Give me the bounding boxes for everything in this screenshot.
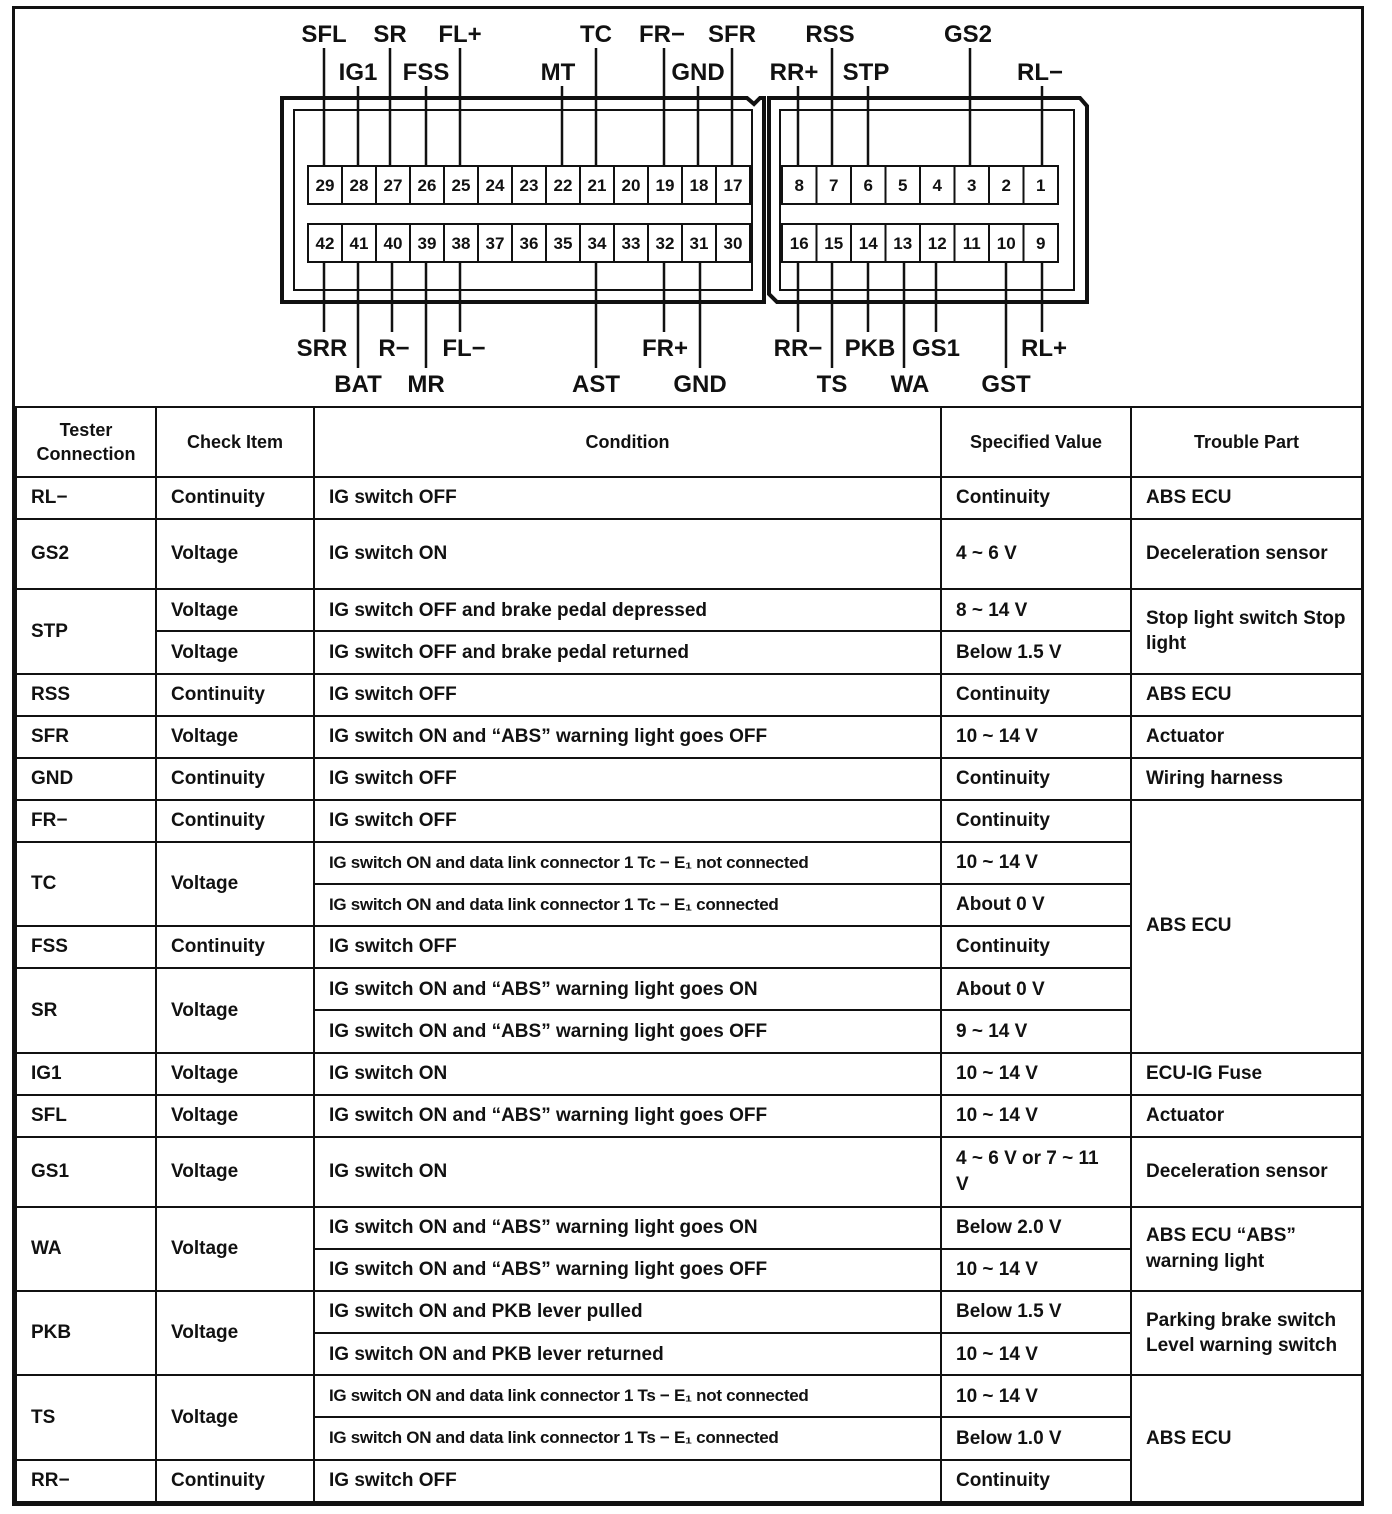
- cell-condition: IG switch ON and “ABS” warning light goes OFF: [314, 1249, 941, 1291]
- pin-42: 42: [315, 234, 335, 253]
- cell-check: Voltage: [156, 519, 314, 589]
- header-specified-value: Specified Value: [941, 407, 1131, 477]
- cell-condition: IG switch ON and data link connector 1 Tc − E₁ not connected: [314, 842, 941, 884]
- label-MT: MT: [540, 59, 576, 86]
- pin-27: 27: [383, 176, 403, 195]
- pin-31: 31: [689, 234, 709, 253]
- cell-check: Voltage: [156, 1375, 314, 1459]
- table-row: [16, 716, 1362, 758]
- pin-5: 5: [898, 176, 908, 195]
- pin-37: 37: [485, 234, 505, 253]
- cell-check: Voltage: [156, 1095, 314, 1137]
- table-row: [16, 1137, 1362, 1207]
- cell-condition: IG switch ON: [314, 1137, 941, 1207]
- cell-check: Continuity: [156, 800, 314, 842]
- cell-check: Voltage: [156, 716, 314, 758]
- cell-check: Voltage: [156, 631, 314, 673]
- table-row: [16, 1291, 1362, 1333]
- cell-tester: GS2: [16, 519, 156, 589]
- table-row: [16, 1207, 1362, 1249]
- label-SFL: SFL: [301, 21, 347, 48]
- header-check-item: Check Item: [156, 407, 314, 477]
- label-FL-plus: FL+: [438, 21, 482, 48]
- cell-tester: SR: [16, 968, 156, 1052]
- cell-trouble: ABS ECU: [1131, 800, 1362, 1053]
- cell-tester: RR−: [16, 1460, 156, 1502]
- cell-value: Continuity: [941, 1460, 1131, 1502]
- cell-value: Below 2.0 V: [941, 1207, 1131, 1249]
- pin-36: 36: [519, 234, 539, 253]
- cell-condition: IG switch OFF and brake pedal depressed: [314, 589, 941, 631]
- cell-value: Below 1.0 V: [941, 1417, 1131, 1459]
- cell-tester: FSS: [16, 926, 156, 968]
- pin-10: 10: [996, 234, 1016, 253]
- label-PKB: PKB: [844, 335, 896, 362]
- cell-check: Voltage: [156, 1137, 314, 1207]
- label-FSS: FSS: [402, 59, 450, 86]
- cell-trouble: Stop light switch Stop light: [1131, 589, 1362, 673]
- cell-tester: GS1: [16, 1137, 156, 1207]
- pin-39: 39: [417, 234, 437, 253]
- label-GST: GST: [981, 371, 1031, 398]
- cell-value: Continuity: [941, 800, 1131, 842]
- cell-value: 9 ~ 14 V: [941, 1010, 1131, 1052]
- cell-trouble: Parking brake switch Level warning switch: [1131, 1291, 1362, 1375]
- label-GND-bottom: GND: [673, 371, 727, 398]
- label-SFR: SFR: [708, 21, 756, 48]
- cell-condition: IG switch ON and data link connector 1 Ts − E₁ connected: [314, 1417, 941, 1459]
- cell-check: Voltage: [156, 1053, 314, 1095]
- pin-40: 40: [383, 234, 403, 253]
- label-GS1: GS1: [911, 335, 961, 362]
- cell-value: 4 ~ 6 V: [941, 519, 1131, 589]
- cell-value: 10 ~ 14 V: [941, 1333, 1131, 1375]
- cell-tester: RL−: [16, 477, 156, 519]
- cell-value: 10 ~ 14 V: [941, 1095, 1131, 1137]
- pin-19: 19: [655, 176, 675, 195]
- cell-trouble: Deceleration sensor: [1131, 1137, 1362, 1207]
- cell-value: About 0 V: [941, 968, 1131, 1010]
- cell-value: Continuity: [941, 926, 1131, 968]
- label-FR-minus: FR−: [638, 21, 686, 48]
- table-row: [16, 1053, 1362, 1095]
- cell-value: 10 ~ 14 V: [941, 842, 1131, 884]
- cell-tester: TC: [16, 842, 156, 926]
- pin-29: 29: [315, 176, 335, 195]
- pin-22: 22: [553, 176, 573, 195]
- cell-value: 10 ~ 14 V: [941, 1375, 1131, 1417]
- cell-condition: IG switch ON and “ABS” warning light goes OFF: [314, 1095, 941, 1137]
- pin-2: 2: [1001, 176, 1011, 195]
- cell-condition: IG switch OFF: [314, 800, 941, 842]
- cell-tester: IG1: [16, 1053, 156, 1095]
- pin-6: 6: [863, 176, 873, 195]
- cell-condition: IG switch ON and “ABS” warning light goes ON: [314, 1207, 941, 1249]
- cell-value: Continuity: [941, 674, 1131, 716]
- pin-15: 15: [824, 234, 844, 253]
- pin-grid: [308, 166, 1058, 262]
- inspection-table: [15, 406, 1363, 1503]
- cell-check: Continuity: [156, 1460, 314, 1502]
- cell-value: 10 ~ 14 V: [941, 716, 1131, 758]
- cell-condition: IG switch ON and “ABS” warning light goes OFF: [314, 716, 941, 758]
- table-row: [16, 800, 1362, 842]
- label-RL-plus: RL+: [1020, 335, 1068, 362]
- cell-value: Continuity: [941, 477, 1131, 519]
- cell-tester: SFR: [16, 716, 156, 758]
- cell-value: Below 1.5 V: [941, 1291, 1131, 1333]
- label-R-minus: R−: [378, 335, 410, 362]
- pin-21: 21: [587, 176, 607, 195]
- table-row: [16, 589, 1362, 631]
- cell-tester: GND: [16, 758, 156, 800]
- cell-tester: SFL: [16, 1095, 156, 1137]
- pin-34: 34: [587, 234, 607, 253]
- table-header-row: [16, 407, 1362, 477]
- table-row: [16, 1375, 1362, 1417]
- label-GND-top: GND: [671, 59, 725, 86]
- label-TC: TC: [580, 21, 612, 48]
- cell-condition: IG switch ON and data link connector 1 Tc − E₁ connected: [314, 884, 941, 926]
- pin-18: 18: [689, 176, 709, 195]
- pin-9: 9: [1036, 234, 1046, 253]
- cell-condition: IG switch OFF and brake pedal returned: [314, 631, 941, 673]
- pin-41: 41: [349, 234, 369, 253]
- table-row: [16, 477, 1362, 519]
- cell-trouble: ECU-IG Fuse: [1131, 1053, 1362, 1095]
- cell-tester: WA: [16, 1207, 156, 1291]
- cell-condition: IG switch OFF: [314, 1460, 941, 1502]
- pin-1: 1: [1036, 176, 1046, 195]
- label-GS2: GS2: [943, 21, 993, 48]
- cell-check: Voltage: [156, 1207, 314, 1291]
- label-FL-minus: FL−: [442, 335, 486, 362]
- label-RSS: RSS: [805, 21, 855, 48]
- cell-condition: IG switch OFF: [314, 758, 941, 800]
- table-row: [16, 1095, 1362, 1137]
- cell-trouble: Deceleration sensor: [1131, 519, 1362, 589]
- cell-condition: IG switch OFF: [314, 674, 941, 716]
- pin-26: 26: [417, 176, 437, 195]
- header-condition: Condition: [314, 407, 941, 477]
- label-SR: SR: [373, 21, 407, 48]
- cell-condition: IG switch ON and data link connector 1 Ts − E₁ not connected: [314, 1375, 941, 1417]
- label-AST: AST: [572, 371, 620, 398]
- cell-value: 4 ~ 6 V or 7 ~ 11 V: [941, 1137, 1131, 1207]
- cell-value: About 0 V: [941, 884, 1131, 926]
- cell-trouble: ABS ECU: [1131, 477, 1362, 519]
- cell-tester: FR−: [16, 800, 156, 842]
- header-trouble-part: Trouble Part: [1131, 407, 1362, 477]
- pin-8: 8: [794, 176, 804, 195]
- cell-condition: IG switch ON and PKB lever returned: [314, 1333, 941, 1375]
- label-RR-minus: RR−: [773, 335, 823, 362]
- connector-diagram: [12, 6, 1362, 406]
- pin-30: 30: [723, 234, 743, 253]
- cell-tester: PKB: [16, 1291, 156, 1375]
- table-row: [16, 758, 1362, 800]
- cell-value: Continuity: [941, 758, 1131, 800]
- cell-check: Voltage: [156, 1291, 314, 1375]
- pin-14: 14: [858, 234, 878, 253]
- label-RL-minus: RL−: [1016, 59, 1064, 86]
- cell-check: Continuity: [156, 674, 314, 716]
- cell-trouble: ABS ECU: [1131, 1375, 1362, 1502]
- label-BAT: BAT: [334, 371, 382, 398]
- cell-tester: TS: [16, 1375, 156, 1459]
- cell-trouble: ABS ECU “ABS” warning light: [1131, 1207, 1362, 1291]
- label-FR-plus: FR+: [641, 335, 689, 362]
- cell-check: Voltage: [156, 589, 314, 631]
- label-RR-plus: RR+: [769, 59, 819, 86]
- pin-13: 13: [893, 234, 913, 253]
- cell-trouble: Wiring harness: [1131, 758, 1362, 800]
- pin-16: 16: [789, 234, 809, 253]
- cell-condition: IG switch ON and “ABS” warning light goes OFF: [314, 1010, 941, 1052]
- cell-check: Voltage: [156, 842, 314, 926]
- label-TS: TS: [816, 371, 848, 398]
- table-row: [16, 674, 1362, 716]
- label-SRR: SRR: [296, 335, 348, 362]
- pin-35: 35: [553, 234, 573, 253]
- cell-condition: IG switch ON: [314, 519, 941, 589]
- cell-condition: IG switch ON and “ABS” warning light goes ON: [314, 968, 941, 1010]
- cell-condition: IG switch OFF: [314, 926, 941, 968]
- cell-condition: IG switch OFF: [314, 477, 941, 519]
- header-tester-connection: Tester Connection: [16, 407, 156, 477]
- pin-17: 17: [723, 176, 743, 195]
- cell-condition: IG switch ON and PKB lever pulled: [314, 1291, 941, 1333]
- pin-4: 4: [932, 176, 942, 195]
- label-MR: MR: [407, 371, 445, 398]
- cell-value: 10 ~ 14 V: [941, 1053, 1131, 1095]
- pin-25: 25: [451, 176, 471, 195]
- cell-trouble: ABS ECU: [1131, 674, 1362, 716]
- label-WA: WA: [890, 371, 930, 398]
- pin-32: 32: [655, 234, 675, 253]
- cell-check: Continuity: [156, 926, 314, 968]
- pin-3: 3: [967, 176, 977, 195]
- pin-12: 12: [927, 234, 947, 253]
- pin-24: 24: [485, 176, 505, 195]
- table-row: [16, 519, 1362, 589]
- cell-value: 8 ~ 14 V: [941, 589, 1131, 631]
- cell-value: 10 ~ 14 V: [941, 1249, 1131, 1291]
- cell-check: Voltage: [156, 968, 314, 1052]
- pin-23: 23: [519, 176, 539, 195]
- label-STP: STP: [842, 59, 890, 86]
- pin-38: 38: [451, 234, 471, 253]
- cell-trouble: Actuator: [1131, 1095, 1362, 1137]
- cell-check: Continuity: [156, 477, 314, 519]
- cell-condition: IG switch ON: [314, 1053, 941, 1095]
- pin-33: 33: [621, 234, 641, 253]
- cell-value: Below 1.5 V: [941, 631, 1131, 673]
- pin-20: 20: [621, 176, 641, 195]
- pin-28: 28: [349, 176, 369, 195]
- label-IG1: IG1: [338, 59, 378, 86]
- pin-7: 7: [829, 176, 839, 195]
- cell-check: Continuity: [156, 758, 314, 800]
- cell-trouble: Actuator: [1131, 716, 1362, 758]
- pin-11: 11: [962, 234, 981, 253]
- cell-tester: STP: [16, 589, 156, 673]
- cell-tester: RSS: [16, 674, 156, 716]
